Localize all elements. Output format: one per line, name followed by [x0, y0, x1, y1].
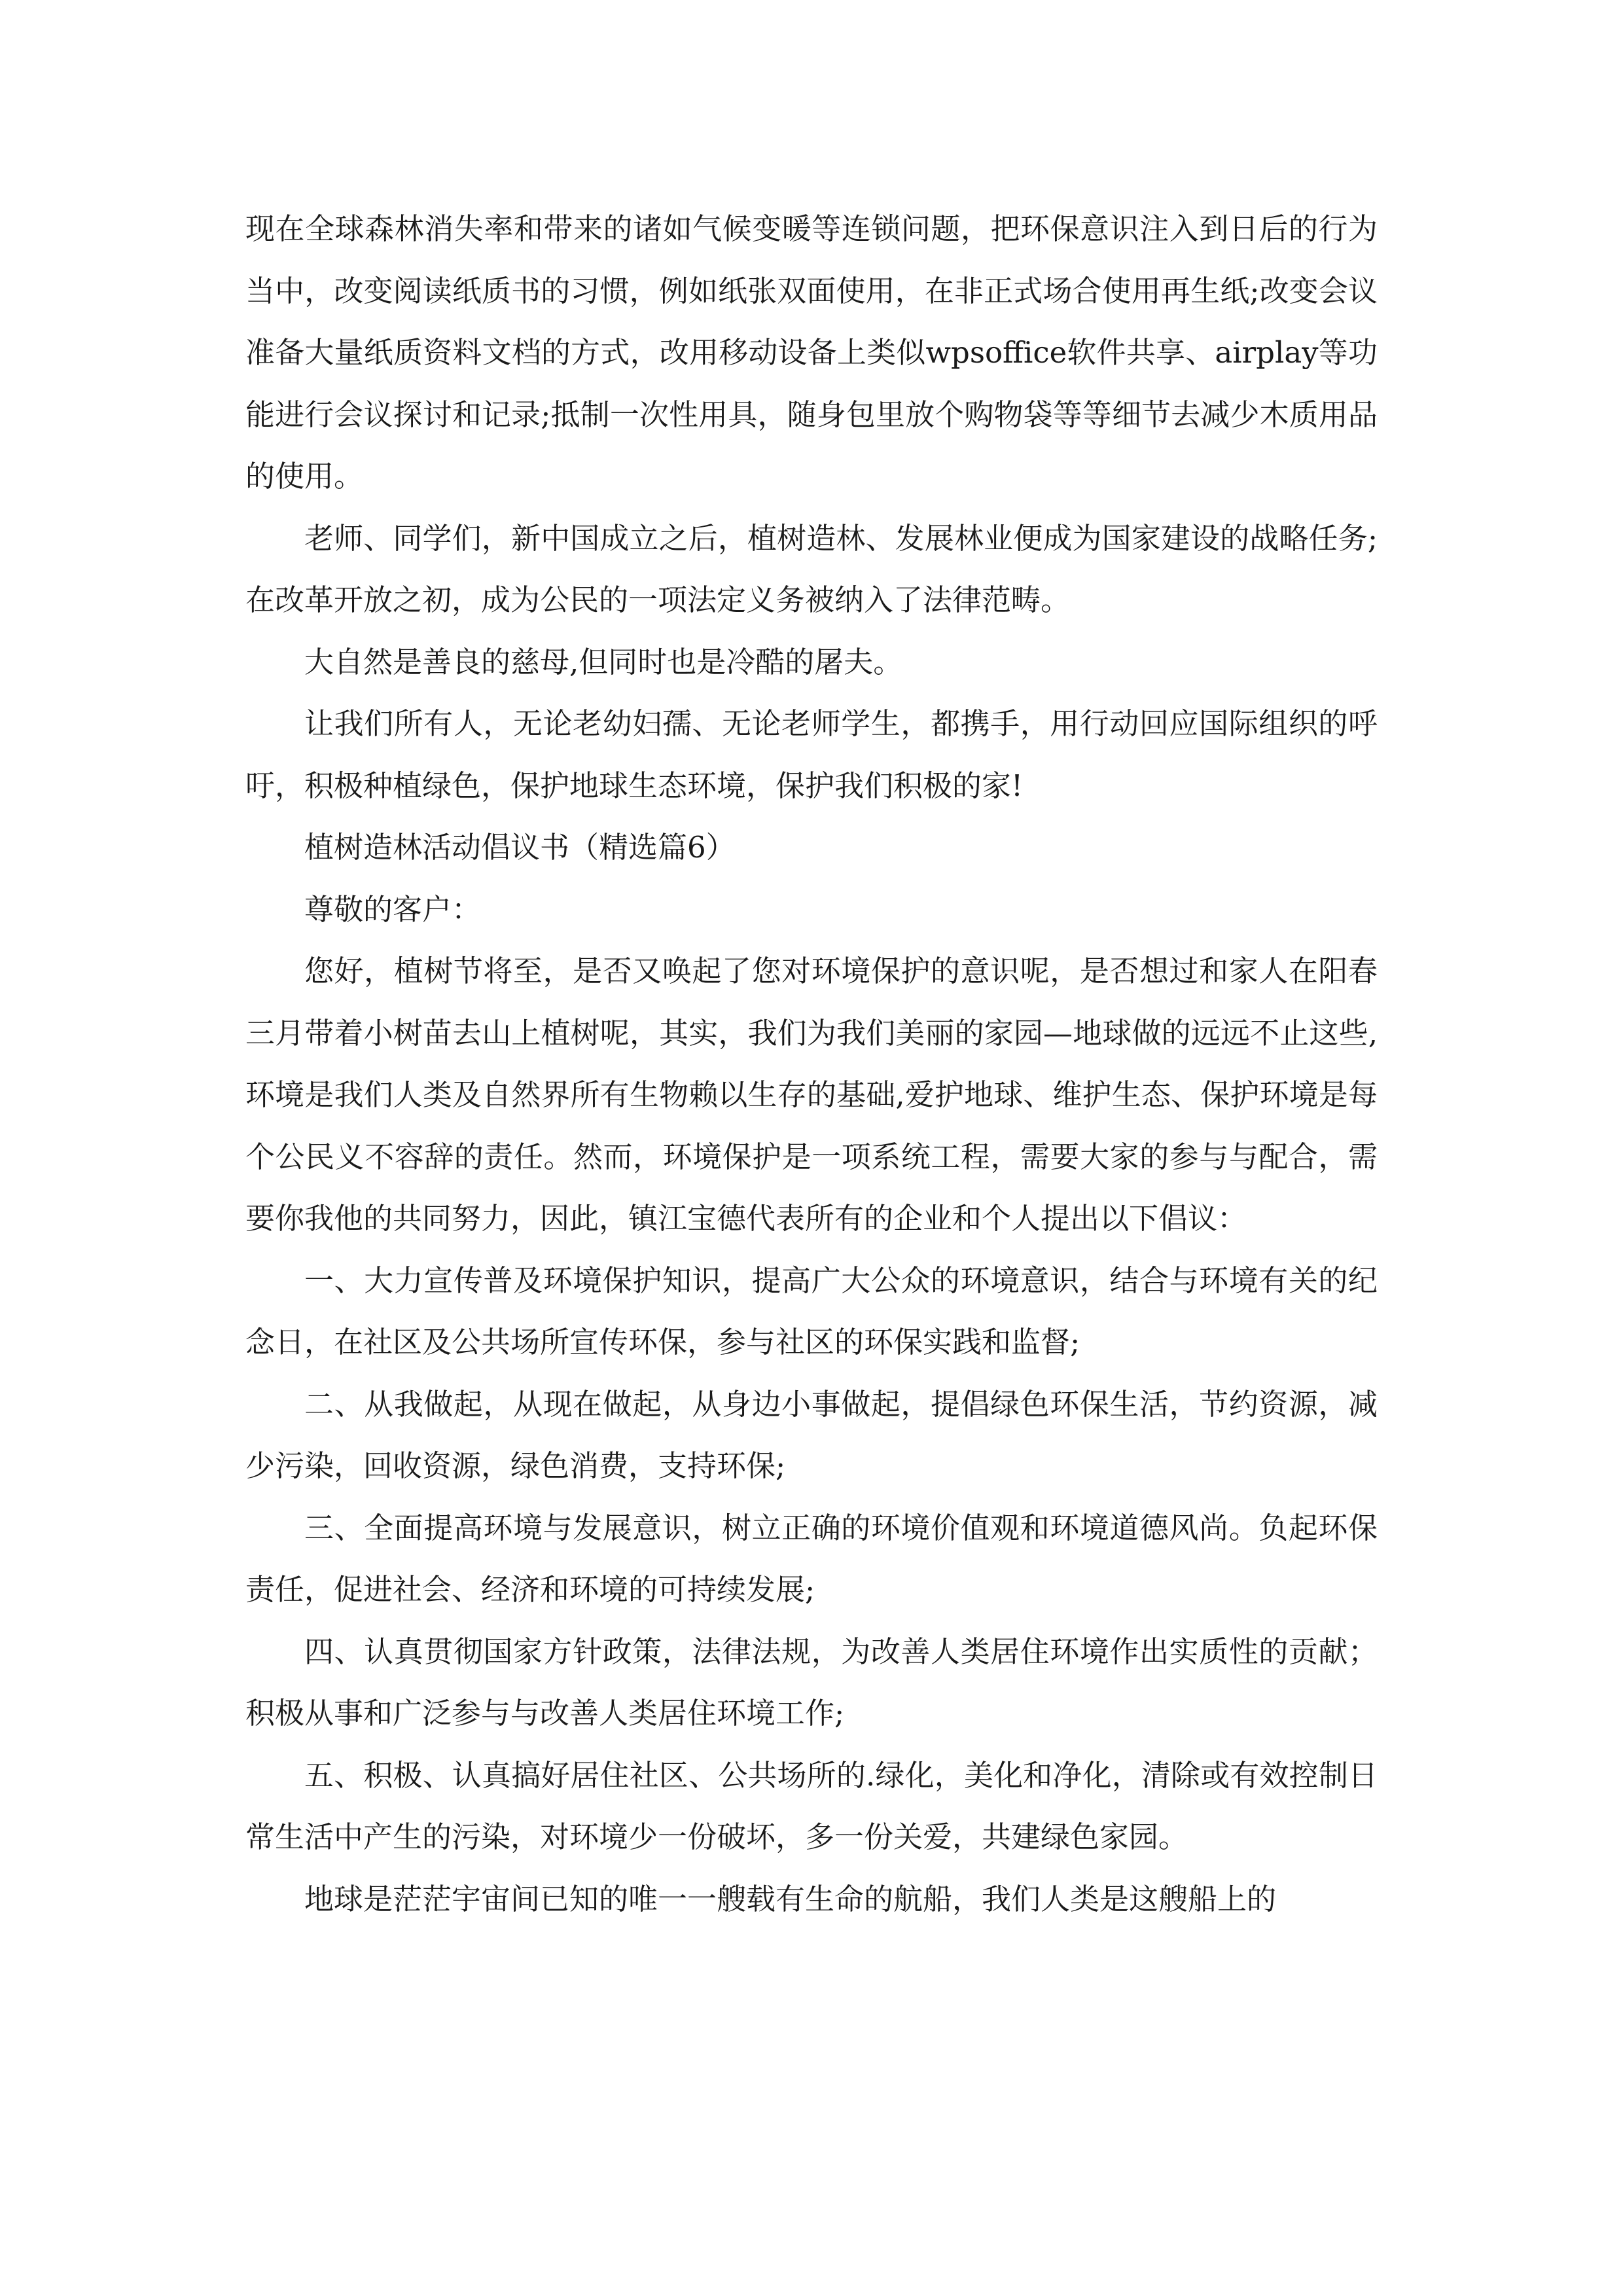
paragraph-13: 地球是茫茫宇宙间已知的唯一一艘载有生命的航船，我们人类是这艘船上的 [304, 1881, 1277, 1916]
document-body [245, 198, 1378, 1930]
salutation: 尊敬的客户： [304, 891, 482, 927]
paragraph-4: 让我们所有人，无论老幼妇孺、无论老师学生，都携手，用行动回应国际组织的呼吁，积极种植绿色，保护地球生态环境，保护我们积极的家! [245, 706, 1378, 803]
proposal-item-4: 四、认真贯彻国家方针政策，法律法规，为改善人类居住环境作出实质性的贡献；积极从事和广泛参与与改善人类居住环境工作; [245, 1634, 1378, 1731]
paragraph-3: 大自然是善良的慈母,但同时也是冷酷的屠夫。 [304, 644, 903, 679]
paragraph-7: 您好，植树节将至，是否又唤起了您对环境保护的意识呢，是否想过和家人在阳春三月带着小树苗去山上植树呢，其实，我们为我们美丽的家园—地球做的远远不止这些,环境是我们人类及自然界所有生物赖以生存的基础,爱护地球、维护生态、保护环境是每个公民义不容辞的责任。然而，环境保护是一项系统工程，需要大家的参与与配合，需要你我他的共同努力，因此，镇江宝德代表所有的企业和个人提出以下倡议： [245, 954, 1378, 1236]
proposal-item-1: 一、大力宣传普及环境保护知识，提高广大公众的环境意识，结合与环境有关的纪念日，在社区及公共场所宣传环保，参与社区的环保实践和监督; [245, 1263, 1378, 1359]
paragraph-1: 现在全球森林消失率和带来的诸如气候变暖等连锁问题，把环保意识注入到日后的行为当中，改变阅读纸质书的习惯，例如纸张双面使用，在非正式场合使用再生纸;改变会议准备大量纸质资料文档的方式，改用移动设备上类似wpsoffice软件共享、airplay等功能进行会议探讨和记录;抵制一次性用具，随身包里放个购物袋等等细节去减少木质用品的使用。 [245, 211, 1378, 493]
section-heading: 植树造林活动倡议书（精选篇6） [304, 830, 736, 865]
proposal-item-3: 三、全面提高环境与发展意识，树立正确的环境价值观和环境道德风尚。负起环保责任，促进社会、经济和环境的可持续发展; [245, 1510, 1378, 1607]
proposal-item-5: 五、积极、认真搞好居住社区、公共场所的.绿化，美化和净化，清除或有效控制日常生活中产生的污染，对环境少一份破坏，多一份关爱，共建绿色家园。 [245, 1757, 1378, 1854]
paragraph-2: 老师、同学们，新中国成立之后，植树造林、发展林业便成为国家建设的战略任务;在改革开放之初，成为公民的一项法定义务被纳入了法律范畴。 [245, 520, 1378, 617]
proposal-item-2: 二、从我做起，从现在做起，从身边小事做起，提倡绿色环保生活，节约资源，减少污染，回收资源，绿色消费，支持环保; [245, 1386, 1378, 1483]
